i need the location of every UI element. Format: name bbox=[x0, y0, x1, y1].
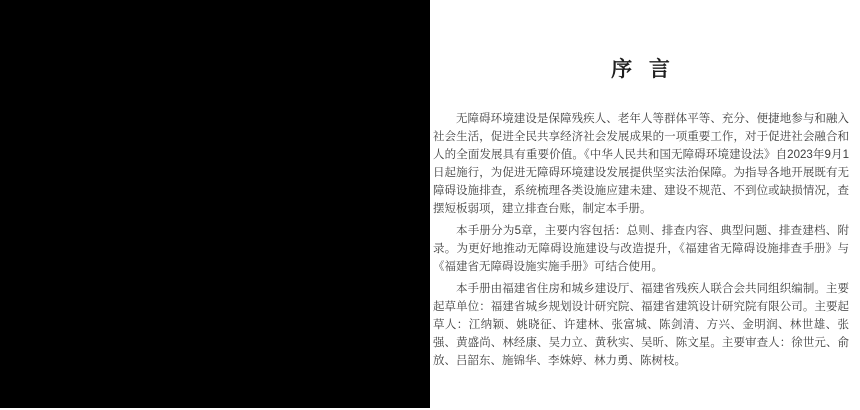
document-page bbox=[430, 0, 860, 410]
letterbox-left bbox=[0, 0, 430, 408]
preface-paragraph-3: 本手册由福建省住房和城乡建设厅、福建省残疾人联合会共同组织编制。主要起草单位：福建省城乡规划设计研究院、福建省建筑设计研究院有限公司。主要起草人：江纳颖、姚晓征、许建林、张富城、陈剑清、方兴、金明润、林世雄、张强、黄盛尚、林经康、吴力立、黄秋实、吴昕、陈文星。主要审查人：徐世元、俞放、吕韶东、施锦华、李姝婷、林力勇、陈树枝。 bbox=[433, 283, 849, 367]
preface-paragraph-2: 本手册分为5章，主要内容包括：总则、排查内容、典型问题、排查建档、附录。为更好地推动无障碍设施建设与改造提升，《福建省无障碍设施排查手册》与《福建省无障碍设施实施手册》可结合使用。 bbox=[433, 225, 849, 273]
page-title: 序 言 bbox=[611, 58, 671, 81]
page-content bbox=[433, 0, 849, 374]
preface-paragraph-1: 无障碍环境建设是保障残疾人、老年人等群体平等、充分、便捷地参与和融入社会生活，促进全民共享经济社会发展成果的一项重要工作，对于促进社会融合和人的全面发展具有重要价值。《中华人民共和国无障碍环境建设法》自2023年9月1日起施行，为促进无障碍环境建设发展提供坚实法治保障。为指导各地开展既有无障碍设施排查，系统梳理各类设施应建未建、建设不规范、不到位或缺损情况，查摆短板弱项，建立排查台账，制定本手册。 bbox=[433, 113, 849, 215]
